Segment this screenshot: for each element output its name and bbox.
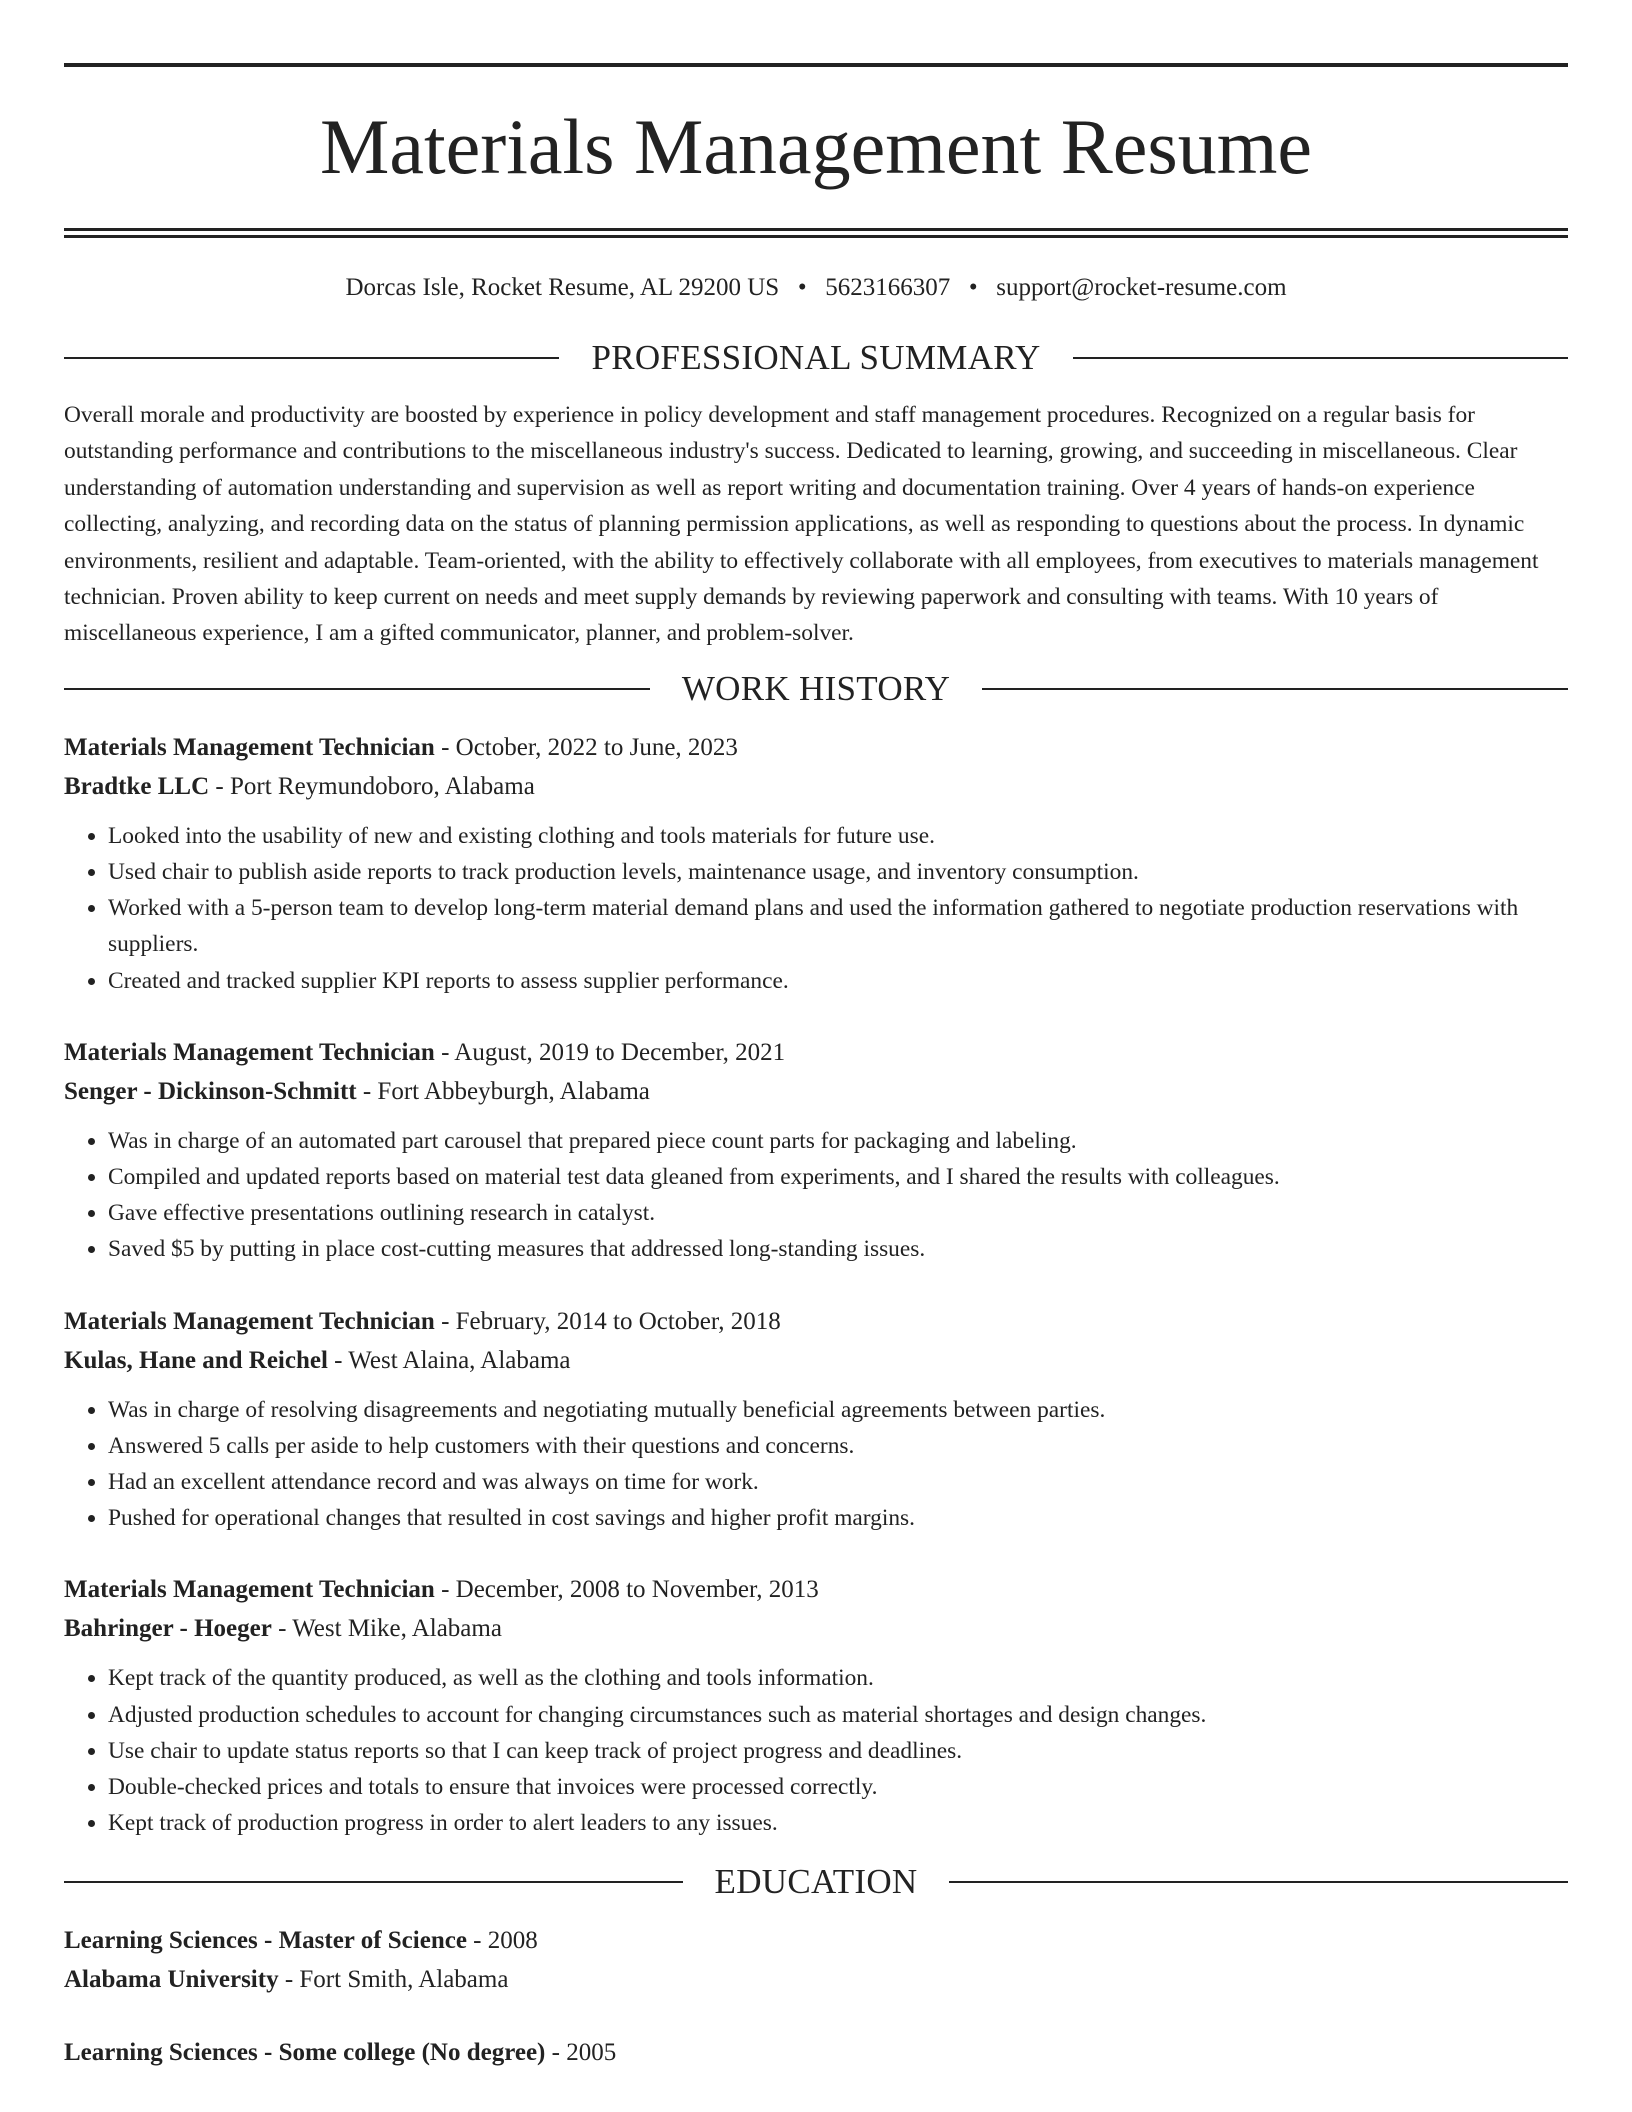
section-title: WORK HISTORY — [681, 668, 951, 708]
job-location: - West Mike, Alabama — [271, 1615, 502, 1643]
bullet-item: • Had an excellent attendance record and was always on time for work. — [108, 1464, 1568, 1500]
job-company-line — [64, 1072, 1568, 1111]
job-bullets — [64, 1392, 1568, 1537]
bullet-item: • Kept track of production progress in order to alert leaders to any issues. — [108, 1805, 1568, 1841]
contact-address: Dorcas Isle, Rocket Resume, AL 29200 US — [345, 274, 780, 301]
job-bullets — [64, 818, 1568, 999]
top-rule — [64, 63, 1568, 67]
job-location: - Port Reymundoboro, Alabama — [209, 772, 535, 800]
job-bullets — [64, 1660, 1568, 1841]
resume-title: Materials Management Resume — [319, 103, 1313, 190]
job-location: - Fort Abbeyburgh, Alabama — [356, 1077, 650, 1105]
job-title-line — [64, 728, 1568, 767]
job-entry — [64, 1302, 1568, 1537]
school-location: - Fort Smith, Alabama — [278, 1965, 509, 1993]
bullet-item: • Used chair to publish aside reports to track production levels, maintenance usage, and inventory consumption. — [108, 854, 1568, 890]
section-heading-summary — [64, 336, 1568, 380]
job-entry — [64, 1570, 1568, 1841]
bullet-item: • Adjusted production schedules to account for changing circumstances such as material shortages and design changes. — [108, 1697, 1568, 1733]
bullet-item: • Looked into the usability of new and existing clothing and tools materials for future use. — [108, 818, 1568, 854]
bullet-item: • Kept track of the quantity produced, as well as the clothing and tools information. — [108, 1660, 1568, 1696]
job-company: Kulas, Hane and Reichel — [64, 1346, 328, 1374]
section-title: PROFESSIONAL SUMMARY — [591, 338, 1041, 377]
contact-separator: • — [968, 274, 978, 301]
job-dates: - October, 2022 to June, 2023 — [434, 733, 738, 761]
resume-page — [64, 63, 1568, 2072]
contact-phone: 5623166307 — [825, 274, 951, 301]
job-title: Materials Management Technician — [64, 1576, 435, 1604]
job-title-line — [64, 1570, 1568, 1609]
bullet-item: • Pushed for operational changes that resulted in cost savings and higher profit margins. — [108, 1500, 1568, 1536]
section-heading-education — [64, 1860, 1568, 1904]
contact-email: support@rocket-resume.com — [996, 274, 1287, 301]
degree-line — [64, 2033, 1568, 2072]
bullet-item: • Compiled and updated reports based on material test data gleaned from experiments, and I shared the results with colleagues. — [108, 1159, 1568, 1195]
bullet-item: • Was in charge of an automated part carousel that prepared piece count parts for packaging and labeling. — [108, 1123, 1568, 1159]
bullet-item: • Gave effective presentations outlining research in catalyst. — [108, 1195, 1568, 1231]
job-company: Bradtke LLC — [64, 772, 210, 800]
job-title-line — [64, 1302, 1568, 1341]
job-company: Bahringer - Hoeger — [64, 1615, 272, 1643]
job-dates: - February, 2014 to October, 2018 — [434, 1307, 781, 1335]
job-company: Senger - Dickinson-Schmitt — [64, 1077, 357, 1105]
school-line — [64, 1960, 1568, 1999]
bullet-item: • Double-checked prices and totals to ensure that invoices were processed correctly. — [108, 1769, 1568, 1805]
degree-year: - 2008 — [466, 1926, 538, 1954]
job-title: Materials Management Technician — [64, 1307, 435, 1335]
degree: Learning Sciences - Some college (No degree) — [64, 2038, 546, 2066]
job-bullets — [64, 1123, 1568, 1268]
bullet-item: • Answered 5 calls per aside to help customers with their questions and concerns. — [108, 1428, 1568, 1464]
bullet-item: • Was in charge of resolving disagreements and negotiating mutually beneficial agreements between parties. — [108, 1392, 1568, 1428]
bullet-item: • Saved $5 by putting in place cost-cutting measures that addressed long-standing issues. — [108, 1231, 1568, 1267]
summary-text: Overall morale and productivity are boosted by experience in policy development and staff management procedures. Recognized on a regular basis for outstanding performance and contributions to the miscellaneous industry's success. Dedicated to learning, growing, and succeeding in miscellaneous. Clear understanding of automation understanding and supervision as well as report writing and documentation training. Over 4 years of hands-on experience collecting, analyzing, and recording data on the status of planning permission applications, as well as responding to questions about the process. In dynamic environments, resilient and adaptable. Team-oriented, with the ability to effectively collaborate with all employees, from executives to materials management technician. Proven ability to keep current on needs and meet supply demands by reviewing paperwork and consulting with teams. With 10 years of miscellaneous experience, I am a gifted communicator, planner, and problem-solver. — [64, 402, 1539, 647]
contact-line — [64, 271, 1568, 305]
contact-separator: • — [797, 274, 807, 301]
work-history-list — [64, 728, 1568, 1842]
section-heading-work — [64, 667, 1568, 711]
heading-rule-left — [64, 357, 559, 359]
title-double-rule — [64, 228, 1568, 238]
education-entry — [64, 2033, 1568, 2072]
school: Alabama University — [64, 1965, 279, 1993]
job-title: Materials Management Technician — [64, 733, 435, 761]
heading-rule-left — [64, 1881, 683, 1883]
degree-line — [64, 1921, 1568, 1960]
degree: Learning Sciences - Master of Science — [64, 1926, 467, 1954]
job-entry — [64, 728, 1568, 999]
job-location: - West Alaina, Alabama — [327, 1346, 571, 1374]
job-title-line — [64, 1033, 1568, 1072]
education-list — [64, 1921, 1568, 2072]
job-dates: - August, 2019 to December, 2021 — [434, 1038, 786, 1066]
bullet-item: • Use chair to update status reports so that I can keep track of project progress and deadlines. — [108, 1733, 1568, 1769]
degree-year: - 2005 — [545, 2038, 617, 2066]
section-title: EDUCATION — [714, 1861, 918, 1901]
heading-rule-right — [982, 688, 1568, 690]
heading-rule-right — [949, 1881, 1568, 1883]
bullet-item: • Created and tracked supplier KPI reports to assess supplier performance. — [108, 963, 1568, 999]
bullet-item: • Worked with a 5-person team to develop long-term material demand plans and used the information gathered to negotiate production reservations with suppliers. — [108, 890, 1568, 962]
job-company-line — [64, 1341, 1568, 1380]
job-company-line — [64, 767, 1568, 806]
heading-rule-left — [64, 688, 650, 690]
job-title: Materials Management Technician — [64, 1038, 435, 1066]
job-company-line — [64, 1609, 1568, 1648]
heading-rule-right — [1073, 357, 1568, 359]
education-entry — [64, 1921, 1568, 1999]
job-dates: - December, 2008 to November, 2013 — [434, 1576, 819, 1604]
job-entry — [64, 1033, 1568, 1268]
